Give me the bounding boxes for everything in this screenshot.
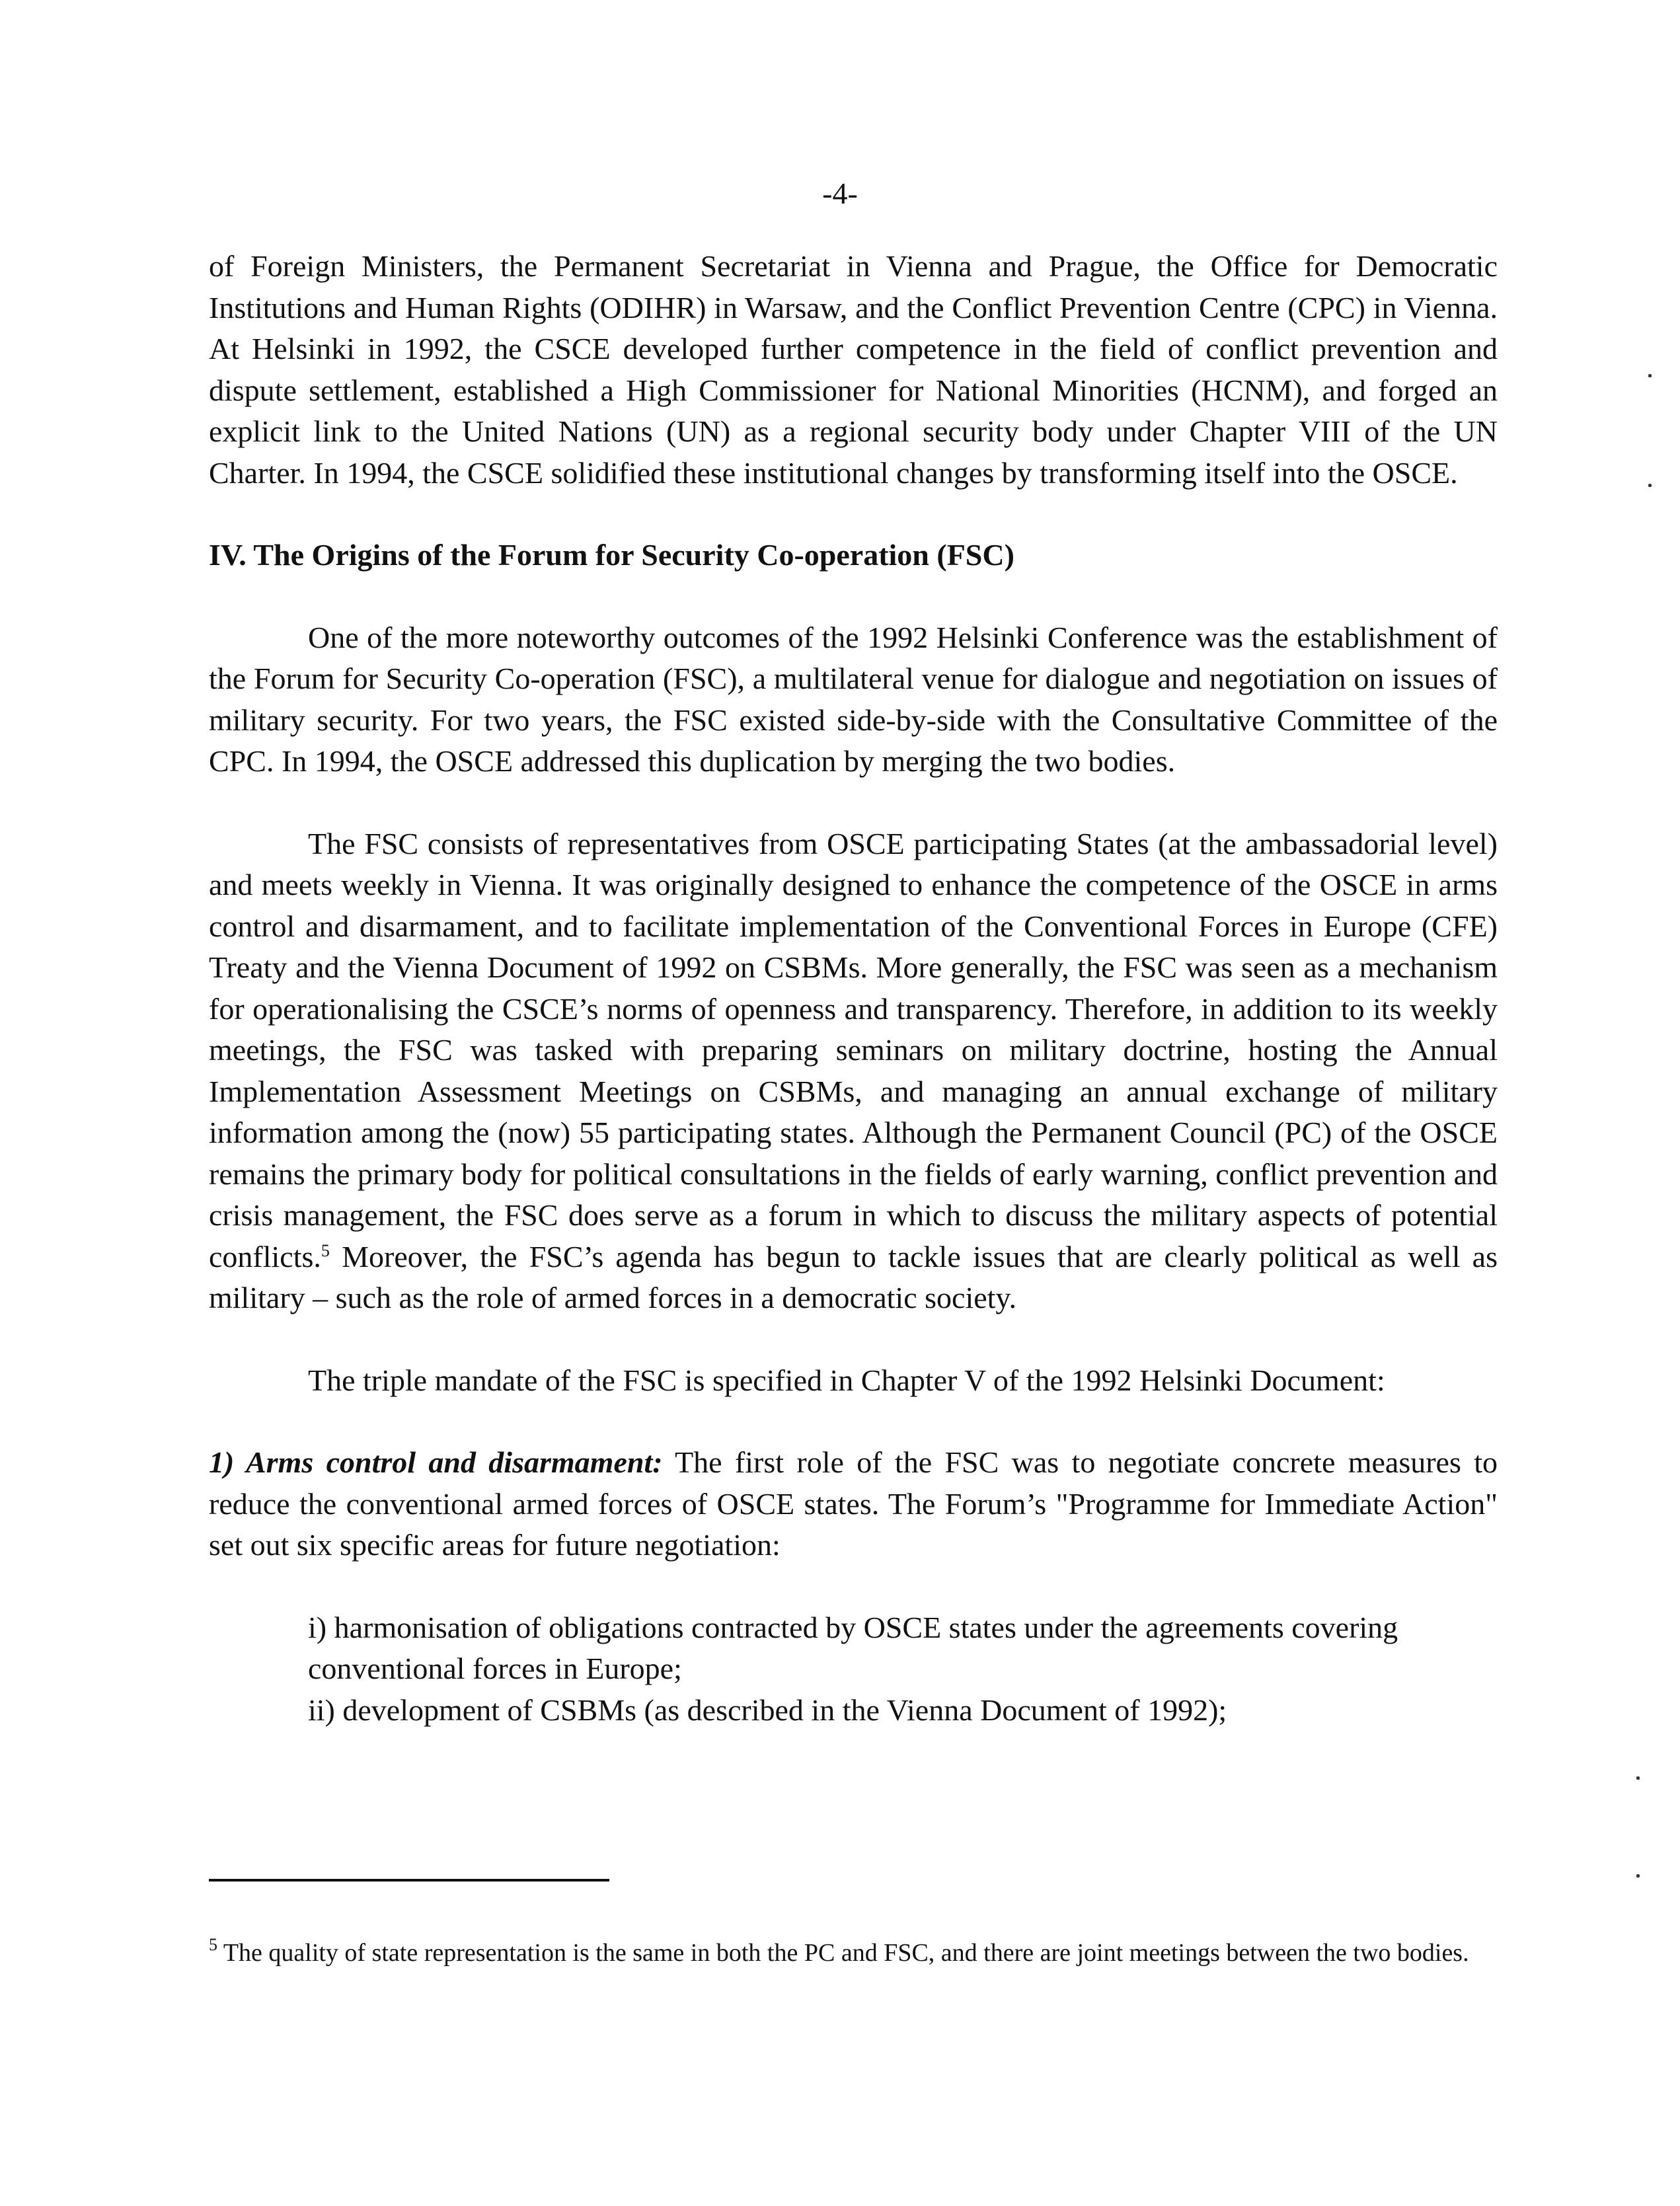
fsc-description-continuation: Moreover, the FSC’s agenda has begun to tackle issues that are clearly political as well as military – such as the role of armed forces in a democratic society. xyxy=(209,1239,1498,1314)
scan-speck xyxy=(1636,1874,1640,1878)
list-item: i) harmonisation of obligations contracted by OSCE states under the agreements covering conventional forces in Europe; xyxy=(308,1610,1398,1685)
continued-paragraph: of Foreign Ministers, the Permanent Secretariat in Vienna and Prague, the Office for Democratic Institutions and Human Rights (ODIHR) in Warsaw, and the Conflict Prevention Centre (CPC) in Vienna. At Helsinki in 1992, the CSCE developed further competence in the field of conflict prevention and dispute settlement, established a High Commissioner for National Minorities (HCNM), and forged an explicit link to the United Nations (UN) as a regional security body under Chapter VIII of the UN Charter. In 1994, the CSCE solidified these institutional changes by transforming itself into the OSCE. xyxy=(209,249,1498,490)
fsc-origins-paragraph: One of the more noteworthy outcomes of the 1992 Helsinki Conference was the establishment of the Forum for Security Co-operation (FSC), a multilateral venue for dialogue and negotiation on issues of military security. For two years, the FSC existed side-by-side with the Consultative Committee of the CPC. In 1994, the OSCE addressed this duplication by merging the two bodies. xyxy=(209,620,1498,778)
page-body xyxy=(209,246,1498,1731)
footnote xyxy=(209,1936,1498,1969)
list-item: ii) development of CSBMs (as described in the Vienna Document of 1992); xyxy=(308,1693,1227,1727)
fsc-description-paragraph xyxy=(209,823,1498,1319)
scan-speck xyxy=(1648,484,1652,487)
scan-speck xyxy=(1636,1776,1640,1780)
footnote-separator xyxy=(209,1879,609,1882)
negotiation-areas-list xyxy=(308,1607,1498,1731)
fsc-description-text: The FSC consists of representatives from OSCE participating States (at the ambassadorial level) and meets weekly in Vienna. It was originally designed to enhance the competence of the OSCE in arms control and disarmament, and to facilitate implementation of the Conventional Forces in Europe (CFE) Treaty and the Vienna Document of 1992 on CSBMs. More generally, the FSC was seen as a mechanism for operationalising the CSCE’s norms of openness and transparency. Therefore, in addition to its weekly meetings, the FSC was tasked with preparing seminars on military doctrine, hosting the Annual Implementation Assessment Meetings on CSBMs, and managing an annual exchange of military information among the (now) 55 participating states. Although the Permanent Council (PC) of the OSCE remains the primary body for political consultations in the fields of early warning, conflict prevention and crisis management, the FSC does serve as a forum in which to discuss the military aspects of potential conflicts. xyxy=(209,826,1498,1274)
mandate-intro-paragraph: The triple mandate of the FSC is specified in Chapter V of the 1992 Helsinki Document: xyxy=(308,1363,1385,1397)
section-heading: IV. The Origins of the Forum for Security Co-operation (FSC) xyxy=(209,538,1014,572)
page-number: -4- xyxy=(822,176,858,210)
mandate-text: The first role of the FSC was to negotiate concrete measures to reduce the conventional armed forces of OSCE states. The Forum’s "Programme for Immediate Action" set out six specific areas for future negotiation: xyxy=(209,1445,1498,1562)
footnote-marker: 5 xyxy=(209,1935,217,1954)
footnote-reference: 5 xyxy=(321,1240,330,1260)
mandate-title: 1) Arms control and disarmament: xyxy=(209,1445,663,1479)
footnote-text: The quality of state representation is the same in both the PC and FSC, and there are joint meetings between the two bodies. xyxy=(217,1939,1469,1967)
scan-speck xyxy=(1648,374,1652,377)
mandate-paragraph xyxy=(209,1442,1498,1566)
